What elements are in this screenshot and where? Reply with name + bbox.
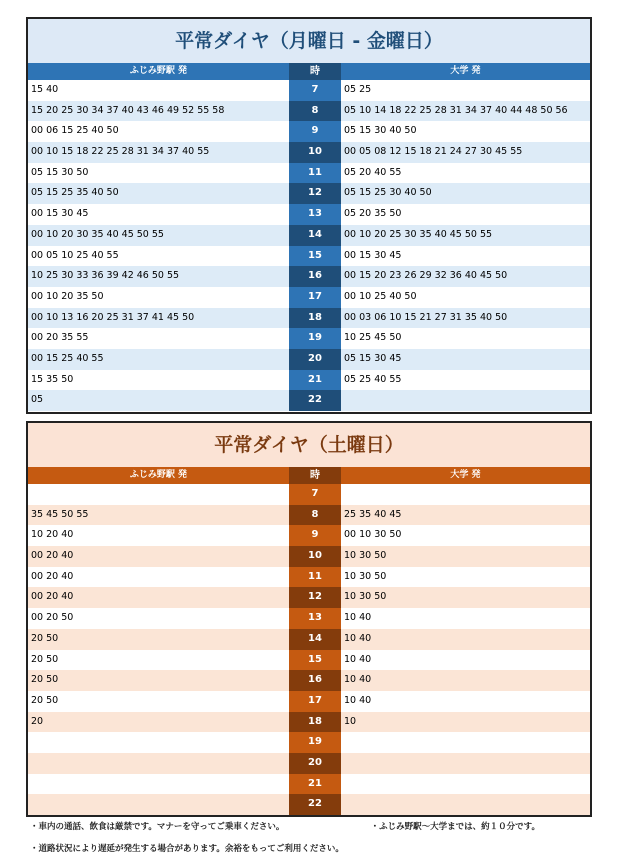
departure-fujimino: 00 20 35 55: [31, 332, 89, 344]
departure-fujimino: [28, 774, 289, 795]
hour-cell: 19: [289, 732, 341, 753]
table-row: [28, 712, 590, 733]
saturday-header: [28, 467, 590, 484]
departure-university: 10: [341, 712, 590, 733]
table-row: [28, 546, 590, 567]
departure-fujimino: 00 20 40: [28, 587, 289, 608]
departure-fujimino: 00 20 50: [31, 612, 74, 624]
departure-university: 25 35 40 45: [341, 505, 590, 526]
table-row: [28, 484, 590, 505]
departure-fujimino: 00 10 13 16 20 25 31 37 41 45 50: [28, 308, 289, 329]
hour-cell: 17: [289, 287, 341, 308]
table-row: [28, 246, 590, 267]
hour-cell: 18: [289, 712, 341, 733]
departure-university: 00 03 06 10 15 21 27 31 35 40 50: [341, 308, 590, 329]
hour-cell: 7: [289, 80, 341, 101]
departure-fujimino: 00 20 40: [28, 546, 289, 567]
departure-university: 05 20 40 55: [344, 166, 402, 178]
weekday-header: [28, 63, 590, 80]
departure-fujimino: 20 50: [31, 694, 59, 706]
hour-cell: 22: [289, 794, 341, 815]
departure-fujimino: 20 50: [28, 670, 289, 691]
table-row: [28, 287, 590, 308]
departure-university: 05 25 40 55: [344, 373, 402, 385]
table-row: [28, 629, 590, 650]
departure-university: [341, 794, 590, 815]
departure-fujimino: 05 15 25 35 40 50: [28, 183, 289, 204]
table-row: [28, 183, 590, 204]
departure-university: 05 10 14 18 22 25 28 31 34 37 40 44 48 50 56: [341, 101, 590, 122]
departure-university: [341, 732, 590, 753]
table-row: [28, 121, 590, 142]
departure-university: [341, 390, 590, 411]
hour-cell: 12: [289, 183, 341, 204]
departure-fujimino: 20: [28, 712, 289, 733]
saturday-header-right: 大学 発: [450, 470, 481, 480]
hour-cell: 13: [289, 608, 341, 629]
table-row: [28, 101, 590, 122]
hour-cell: 13: [289, 204, 341, 225]
departure-fujimino: 15 40: [31, 84, 59, 95]
departure-university: 10 30 50: [341, 587, 590, 608]
departure-university: 00 10 25 40 50: [344, 290, 417, 302]
departure-university: 00 15 20 23 26 29 32 36 40 45 50: [341, 266, 590, 287]
departure-university: [341, 484, 590, 505]
table-row: [28, 370, 590, 391]
table-row: [28, 732, 590, 753]
saturday-timetable: [26, 421, 592, 817]
departure-university: 10 40: [344, 612, 372, 624]
departure-fujimino: 00 05 10 25 40 55: [31, 249, 119, 261]
table-row: [28, 308, 590, 329]
departure-fujimino: 00 10 15 18 22 25 28 31 34 37 40 55: [28, 142, 289, 163]
table-row: [28, 349, 590, 370]
departure-fujimino: 15 20 25 30 34 37 40 43 46 49 52 55 58: [28, 101, 289, 122]
notes: [30, 820, 590, 864]
departure-fujimino: [28, 484, 289, 505]
departure-university: 10 40: [341, 629, 590, 650]
weekday-header-right: 大学 発: [450, 66, 481, 76]
table-row: [28, 266, 590, 287]
departure-university: 05 25: [344, 84, 372, 95]
departure-university: 10 40: [344, 653, 372, 665]
hour-cell: 18: [289, 308, 341, 329]
hour-cell: 20: [289, 753, 341, 774]
departure-university: 10 40: [344, 694, 372, 706]
table-row: [28, 525, 590, 546]
table-row: [28, 390, 590, 411]
departure-fujimino: 00 15 25 40 55: [28, 349, 289, 370]
hour-cell: 11: [289, 163, 341, 184]
departure-university: 10 30 50: [341, 546, 590, 567]
note-manners: ・車内の通話、飲食は厳禁です。マナーを守ってご乗車ください。: [30, 822, 285, 832]
departure-fujimino: 05: [28, 390, 289, 411]
weekday-rows: [28, 80, 590, 411]
departure-university: 00 10 20 25 30 35 40 45 50 55: [341, 225, 590, 246]
table-row: [28, 774, 590, 795]
hour-cell: 21: [289, 370, 341, 391]
table-row: [28, 670, 590, 691]
table-row: [28, 650, 590, 671]
hour-cell: 15: [289, 650, 341, 671]
table-row: [28, 204, 590, 225]
table-row: [28, 587, 590, 608]
departure-fujimino: 00 15 30 45: [31, 208, 89, 220]
table-row: [28, 328, 590, 349]
departure-fujimino: 10 20 40: [31, 529, 74, 541]
hour-cell: 9: [289, 525, 341, 546]
table-row: [28, 505, 590, 526]
weekday-header-hour: 時: [289, 63, 341, 80]
hour-cell: 14: [289, 629, 341, 650]
table-row: [28, 225, 590, 246]
departure-fujimino: 00 20 40: [31, 570, 74, 582]
hour-cell: 10: [289, 546, 341, 567]
departure-university: 00 15 30 45: [344, 249, 402, 261]
table-row: [28, 567, 590, 588]
hour-cell: 19: [289, 328, 341, 349]
departure-university: [341, 774, 590, 795]
departure-fujimino: 20 50: [28, 629, 289, 650]
departure-fujimino: [28, 794, 289, 815]
hour-cell: 15: [289, 246, 341, 267]
departure-fujimino: 00 06 15 25 40 50: [31, 125, 119, 137]
departure-fujimino: [28, 732, 289, 753]
departure-fujimino: 10 25 30 33 36 39 42 46 50 55: [28, 266, 289, 287]
departure-university: 10 25 45 50: [344, 332, 402, 344]
hour-cell: 16: [289, 670, 341, 691]
departure-university: 05 15 25 30 40 50: [341, 183, 590, 204]
table-row: [28, 691, 590, 712]
saturday-header-left: ふじみ野駅 発: [129, 470, 188, 480]
table-row: [28, 753, 590, 774]
weekday-timetable: [26, 17, 592, 414]
table-row: [28, 80, 590, 101]
note-travel-time: ・ふじみ野駅～大学までは、約１０分です。: [370, 822, 540, 832]
table-row: [28, 794, 590, 815]
departure-fujimino: [28, 753, 289, 774]
departure-university: 00 05 08 12 15 18 21 24 27 30 45 55: [341, 142, 590, 163]
saturday-rows: [28, 484, 590, 815]
table-row: [28, 163, 590, 184]
saturday-title: 平常ダイヤ（土曜日）: [28, 423, 590, 467]
departure-university: 05 15 30 40 50: [344, 125, 417, 137]
hour-cell: 8: [289, 505, 341, 526]
departure-fujimino: 15 35 50: [31, 373, 74, 385]
note-delay: ・道路状況により遅延が発生する場合があります。余裕をもってご利用ください。: [30, 844, 344, 854]
hour-cell: 10: [289, 142, 341, 163]
departure-fujimino: 05 15 30 50: [31, 166, 89, 178]
weekday-header-left: ふじみ野駅 発: [129, 66, 188, 76]
departure-university: 05 20 35 50: [344, 208, 402, 220]
hour-cell: 12: [289, 587, 341, 608]
hour-cell: 11: [289, 567, 341, 588]
hour-cell: 16: [289, 266, 341, 287]
departure-university: 05 15 30 45: [341, 349, 590, 370]
hour-cell: 22: [289, 390, 341, 411]
departure-fujimino: 20 50: [31, 653, 59, 665]
table-row: [28, 142, 590, 163]
departure-fujimino: 35 45 50 55: [28, 505, 289, 526]
hour-cell: 14: [289, 225, 341, 246]
departure-fujimino: 00 10 20 30 35 40 45 50 55: [28, 225, 289, 246]
saturday-header-hour: 時: [289, 467, 341, 484]
hour-cell: 7: [289, 484, 341, 505]
departure-university: 10 40: [341, 670, 590, 691]
departure-university: 00 10 30 50: [344, 529, 402, 541]
hour-cell: 21: [289, 774, 341, 795]
hour-cell: 17: [289, 691, 341, 712]
hour-cell: 9: [289, 121, 341, 142]
departure-university: [341, 753, 590, 774]
hour-cell: 8: [289, 101, 341, 122]
departure-university: 10 30 50: [344, 570, 387, 582]
table-row: [28, 608, 590, 629]
hour-cell: 20: [289, 349, 341, 370]
departure-fujimino: 00 10 20 35 50: [31, 290, 104, 302]
weekday-title: 平常ダイヤ（月曜日 - 金曜日）: [28, 19, 590, 63]
